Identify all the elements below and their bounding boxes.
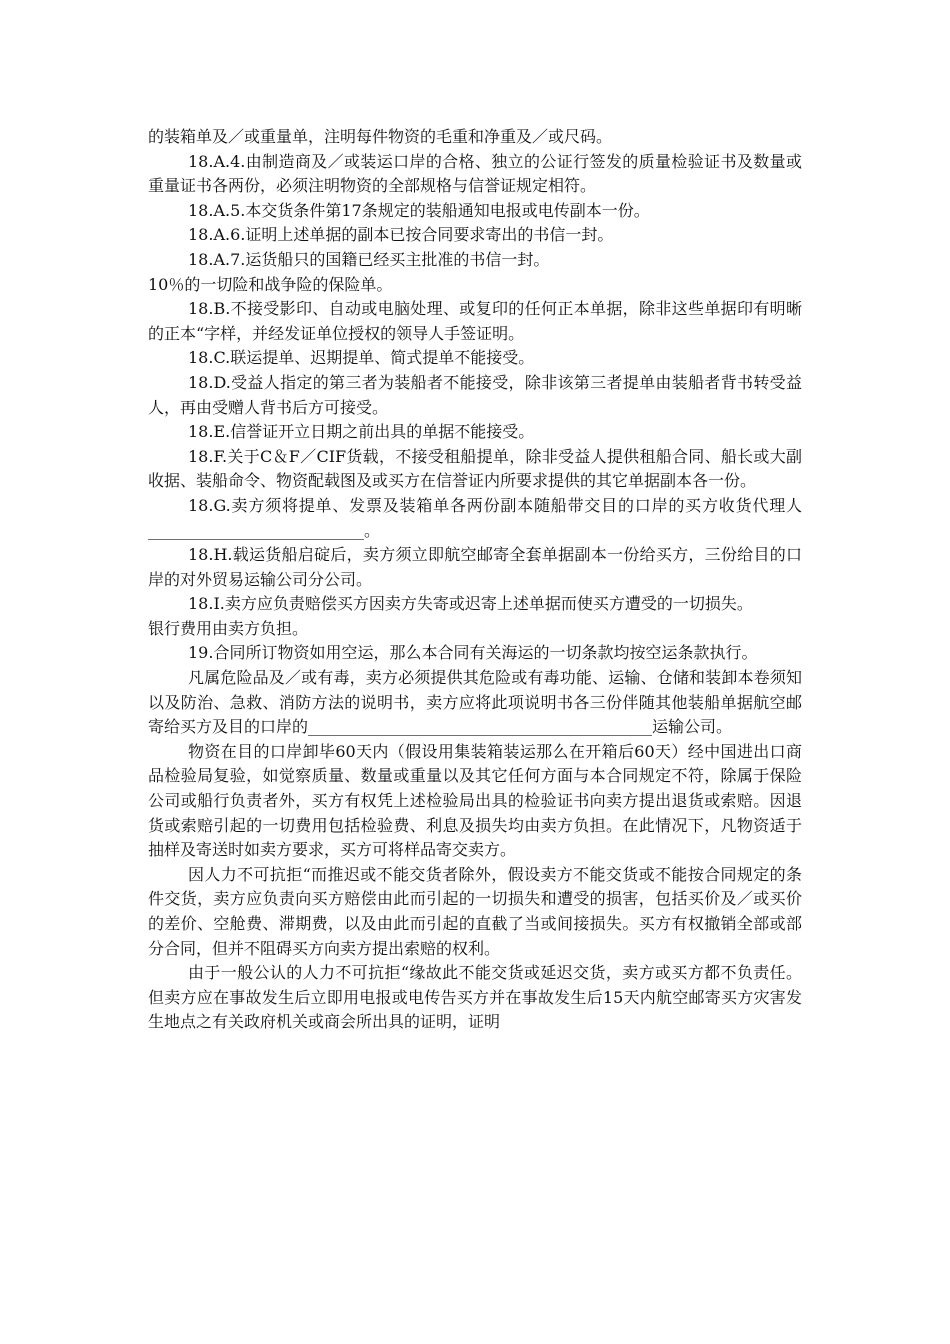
paragraph: 18.H.载运货船启碇后，卖方须立即航空邮寄全套单据副本一份给买方，三份给目的口岸的对外贸易运输公司分公司。 bbox=[148, 545, 802, 589]
paragraph: 银行费用由卖方负担。 bbox=[148, 618, 309, 638]
paragraph: 物资在目的口岸卸毕60天内（假设用集装箱装运那么在开箱后60天）经中国进出口商品检验局复验，如觉察质量、数量或重量以及其它任何方面与本合同规定不符，除属于保险公司或船行负责者外，买方有权凭上述检验局出具的检验证书向卖方提出退货或索赔。因退货或索赔引起的一切费用包括检验费、利息及损失均由卖方负担。在此情况下，凡物资适于抽样及寄送时如卖方要求，买方可将样品寄交卖方。 bbox=[148, 741, 802, 860]
paragraph: 18.A.5.本交货条件第17条规定的装船通知电报或电传副本一份。 bbox=[188, 200, 650, 220]
paragraph: 因人力不可抗拒“而推迟或不能交货者除外，假设卖方不能交货或不能按合同规定的条件交货，卖方应负责向买方赔偿由此而引起的一切损失和遭受的损害，包括买价及／或买价的差价、空舱费、滞期费，以及由此而引起的直截了当或间接损失。买方有权撤销全部或部分合同，但并不阻碍买方向卖方提出索赔的权利。 bbox=[148, 864, 802, 958]
paragraph: 18.D.受益人指定的第三者为装船者不能接受，除非该第三者提单由装船者背书转受益人，再由受赠人背书后方可接受。 bbox=[148, 372, 802, 417]
paragraph: 凡属危险品及／或有毒，卖方必须提供其危险或有毒功能、运输、仓储和装卸本卷须知以及防治、急救、消防方法的说明书，卖方应将此项说明书各三份伴随其他装船单据航空邮寄给买方及目的口岸的___________________________________________运输公司。 bbox=[148, 668, 802, 737]
paragraph: 18.B.不接受影印、自动或电脑处理、或复印的任何正本单据，除非这些单据印有明晰的正本“字样，并经发证单位授权的领导人手签证明。 bbox=[148, 299, 802, 343]
paragraph: 18.I.卖方应负责赔偿买方因卖方失寄或迟寄上述单据而使买方遭受的一切损失。 bbox=[188, 594, 753, 614]
document-page bbox=[148, 125, 802, 1035]
paragraph: 18.G.卖方须将提单、发票及装箱单各两份副本随船带交目的口岸的买方收货代理人___________________________。 bbox=[148, 495, 802, 540]
paragraph: 18.A.6.证明上述单据的副本已按合同要求寄出的书信一封。 bbox=[188, 225, 614, 245]
paragraph: 的装箱单及／或重量单，注明每件物资的毛重和净重及／或尺码。 bbox=[148, 127, 613, 146]
paragraph: 18.A.4.由制造商及／或装运口岸的合格、独立的公证行签发的质量检验证书及数量或重量证书各两份，必须注明物资的全部规格与信誉证规定相符。 bbox=[148, 151, 802, 196]
paragraph: 18.F.关于C＆F／CIF货载，不接受租船提单，除非受益人提供租船合同、船长或大副收据、装船命令、物资配载图及或买方在信誉证内所要求提供的其它单据副本各一份。 bbox=[148, 446, 802, 491]
paragraph: 18.A.7.运货船只的国籍已经买主批准的书信一封。 bbox=[188, 249, 550, 269]
paragraph: 由于一般公认的人力不可抗拒“缘故此不能交货或延迟交货，卖方或买方都不负责任。但卖方应在事故发生后立即用电报或电传告买方并在事故发生后15天内航空邮寄买方灾害发生地点之有关政府机关或商会所出具的证明，证明 bbox=[148, 963, 802, 1032]
paragraph: 18.C.联运提单、迟期提单、简式提单不能接受。 bbox=[188, 348, 535, 368]
paragraph: 18.E.信誉证开立日期之前出具的单据不能接受。 bbox=[188, 422, 535, 442]
paragraph: 10％的一切险和战争险的保险单。 bbox=[148, 274, 393, 294]
paragraph: 19.合同所订物资如用空运，那么本合同有关海运的一切条款均按空运条款执行。 bbox=[188, 643, 758, 663]
